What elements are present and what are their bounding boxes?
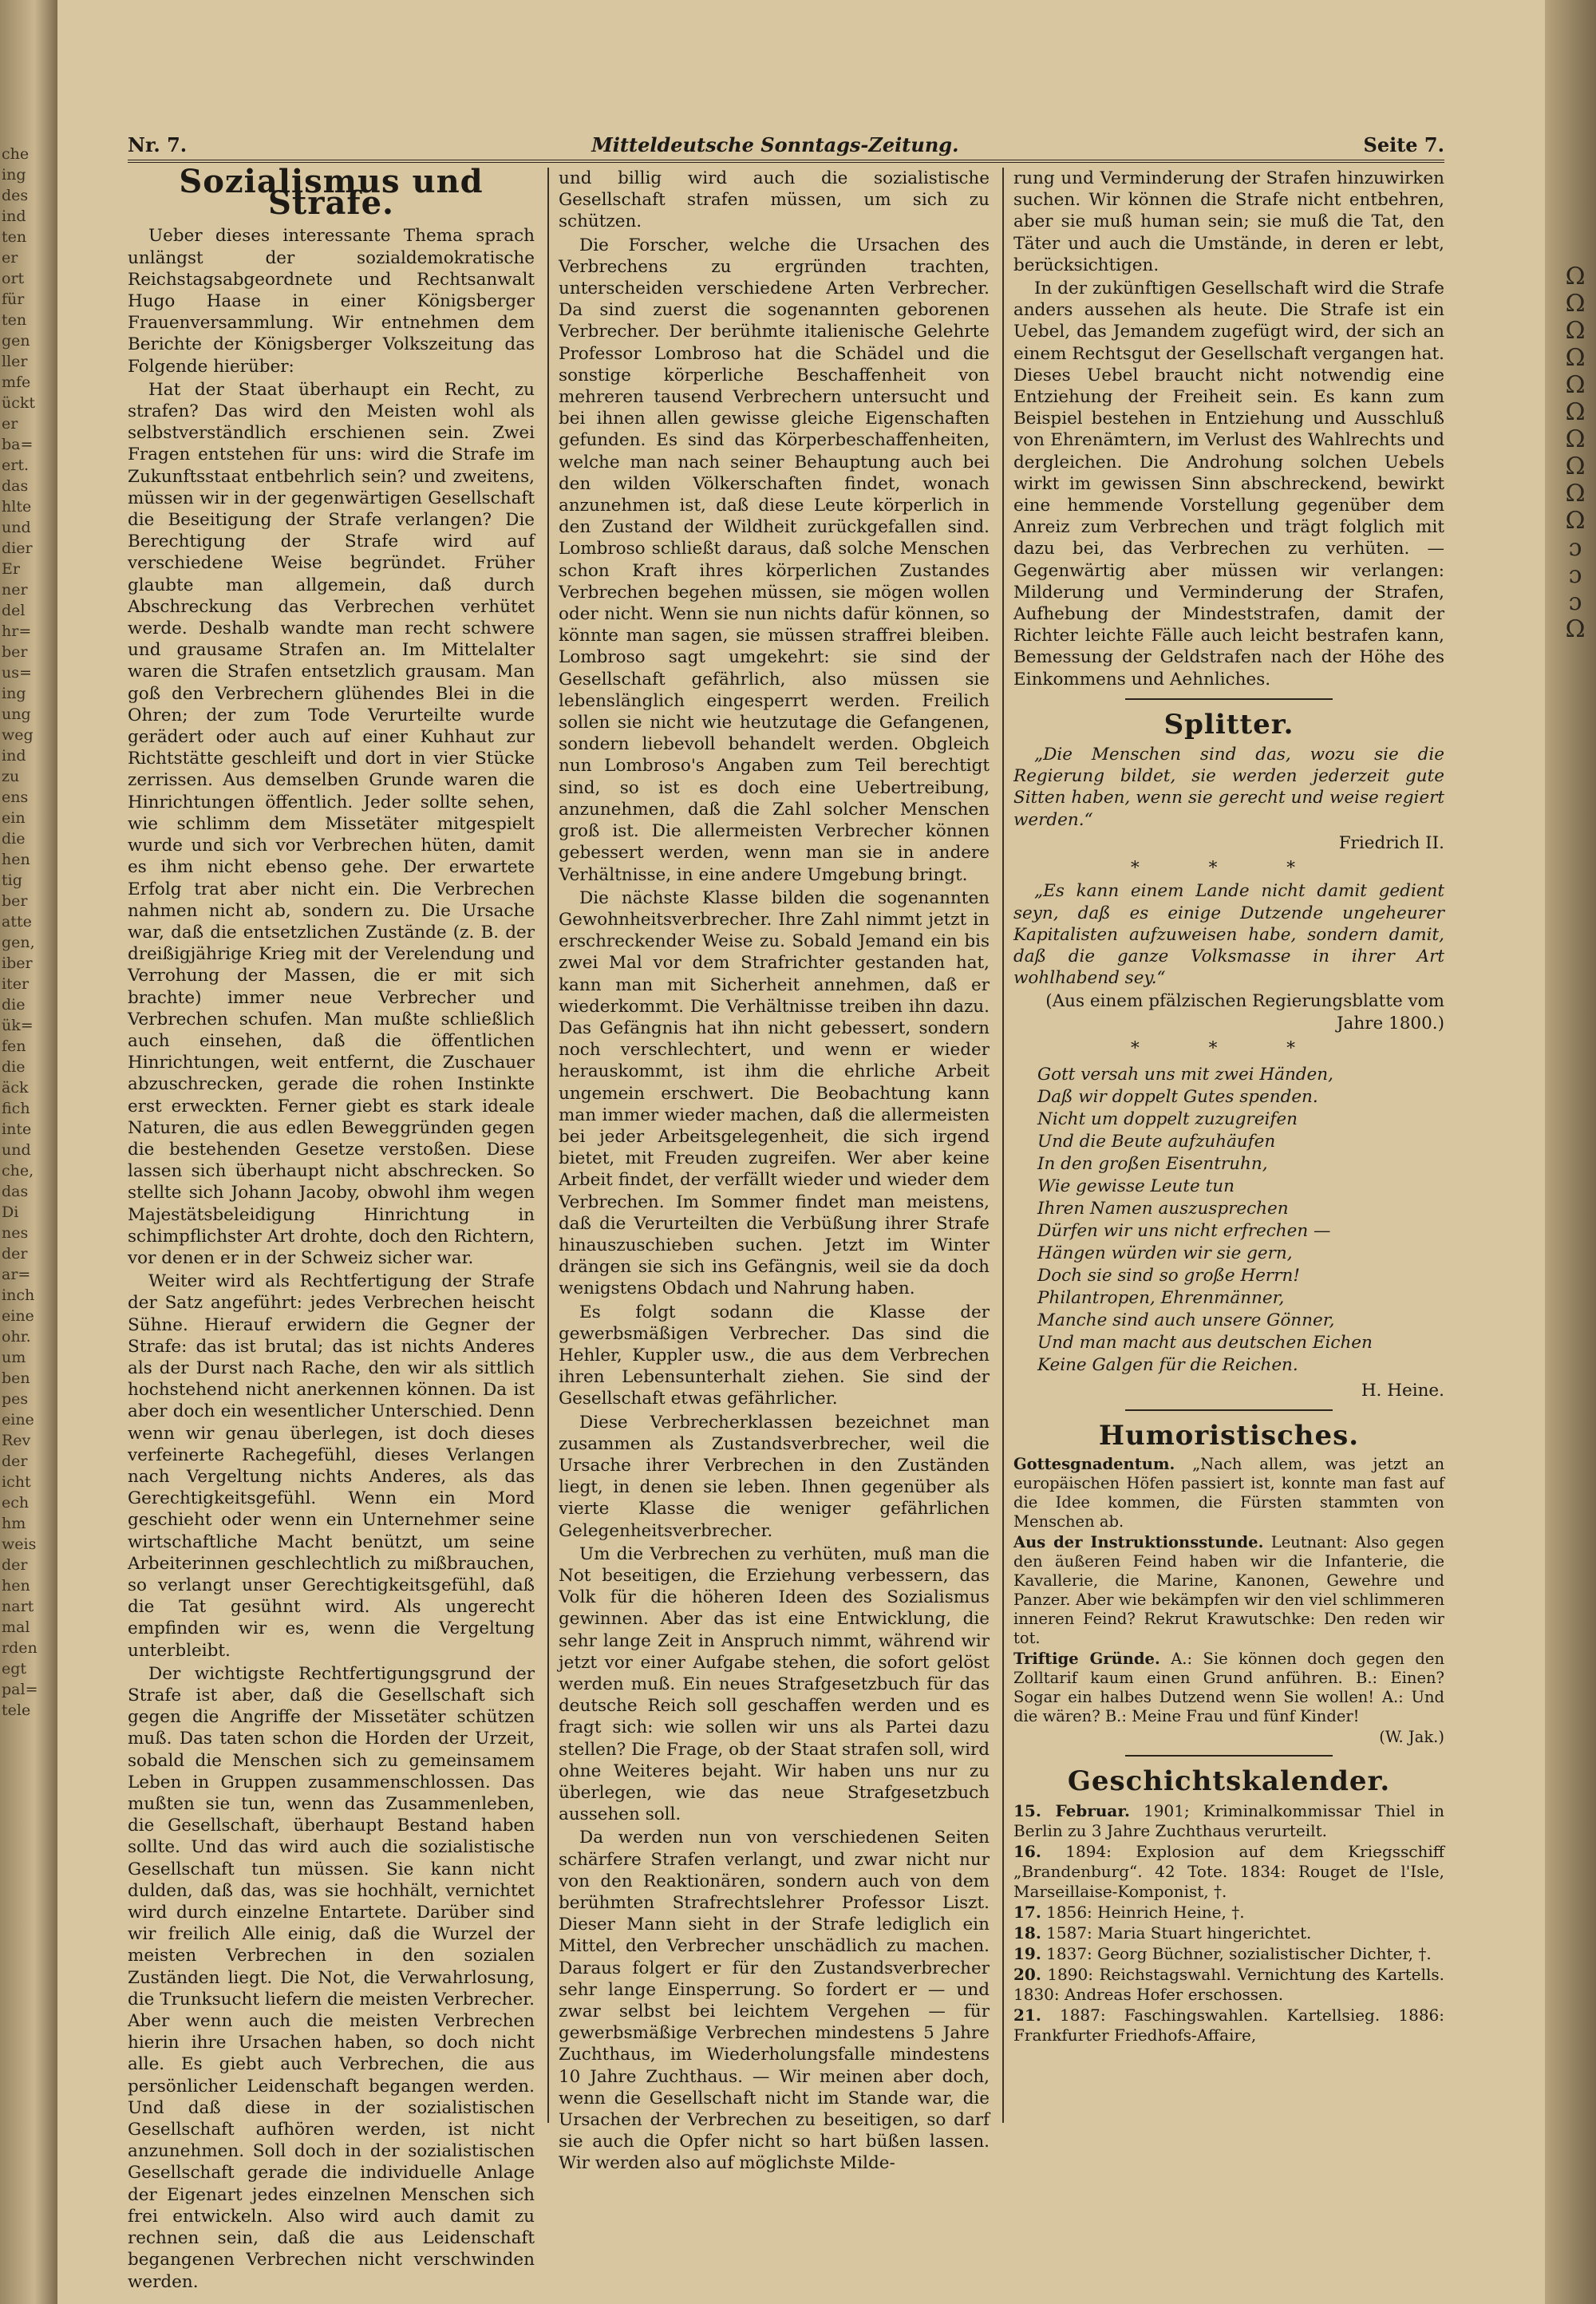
article-paragraph: Diese Verbrecherklassen bezeichnet man zusammen als Zustandsverbrecher, weil die Ursache ihrer Verbrechen in den Zuständen liegt, in denen sie leben. Ihnen gegenüber als vierte Klasse die weniger gefährlichen Gelegenheitsverbrecher. [559, 1412, 990, 1541]
poem [1037, 1064, 1444, 1377]
gutter-fragment: ort [2, 270, 25, 287]
gutter-fragment: das [2, 477, 29, 495]
humor-signature: (W. Jak.) [1379, 1728, 1444, 1747]
kalender-date: 21. [1013, 2005, 1041, 2025]
gutter-fragment: ens [2, 788, 29, 806]
gutter-fragment: ber [2, 643, 28, 661]
column-2 [559, 168, 990, 2174]
gutter-fragment: er [2, 415, 18, 433]
gutter-text [2, 144, 49, 2139]
quote-attribution: (Aus einem pfälzischen Regierungsblatte vom Jahre 1800.) [1045, 991, 1444, 1033]
gutter-fragment: ar= [2, 1266, 31, 1283]
edge-mark: Ω [1565, 453, 1586, 480]
splitter-quote: „Die Menschen sind das, wozu sie die Regierung bildet, sie werden jederzeit gute Sitten haben, wenn sie gerecht und weise regiert werden.“ [1013, 745, 1444, 830]
gutter-fragment: der [2, 1556, 28, 1574]
humor-text: „Nach allem, was jetzt an europäischen Höfen passiert ist, konnte man fast auf die Idee kommen, die Fürsten stammten von Menschen ab. [1013, 1455, 1445, 1531]
gutter-fragment: del [2, 602, 26, 619]
page-edge [1545, 0, 1596, 2304]
article-paragraph: Hat der Staat überhaupt ein Recht, zu strafen? Das wird den Meisten wohl als selbstverständlich erschienen sein. Zwei Fragen entstehen für uns: wird die Strafe im Zukunftsstaat entbehrlich sein? und zweitens, müssen wir in der gegenwärtigen Gesellschaft die Beseitigung der Strafe verlangen? Die Berechtigung der Strafe wird auf verschiedene Weise begründet. Früher glaubte man allgemein, daß durch Abschreckung das Verbrechen verhütet werde. Deshalb wandte man recht schwere und grausame Strafen an. Im Mittelalter waren die Strafen entsetzlich grausam. Man goß den Verbrechern glühendes Blei in die Ohren; der zum Tode Verurteilte wurde gerädert oder auch auf einer Kuhhaut zur Richtstätte geschleift und dort in vier Stücke zerrissen. Aus demselben Grunde waren die Hinrichtungen öffentlich. Jeder sollte sehen, wie schlimm dem Missetäter mitgespielt wurde und sich vor Verbrechen hüten, damit es ihm nicht ebenso gehe. Der erwartete Erfolg trat aber nicht ein. Die Verbrechen nahmen nicht ab, sondern zu. Die Ursache war, daß die entsetzlichen Zustände (z. B. der dreißigjährige Krieg mit der Verelendung und Verrohung der Massen, die er mit sich brachte) immer neue Verbrecher und Verbrechen schufen. Man mußte schließlich auch einsehen, daß die öffentlichen Hinrichtungen, weit entfernt, die Zuschauer abzuschrecken, gerade die rohen Instinkte erst erweckten. Ferner giebt es stark ideale Naturen, die aus edlen Beweggründen gegen die bestehenden Gesetze verstoßen. Diese lassen sich überhaupt nicht abschrecken. So stellte sich Johann Jacoby, obwohl ihm wegen Majestätsbeleidigung Hinrichtung in schimpflichster Art drohte, doch den Richtern, vor denen er in der Schweiz sicher war. [128, 379, 535, 1268]
kalender-date: 15. Februar. [1013, 1800, 1130, 1820]
article-paragraph: und billig wird auch die sozialistische Gesellschaft strafen müssen, um sich zu schützen. [559, 168, 990, 232]
poem-line: Keine Galgen für die Reichen. [1037, 1354, 1298, 1375]
edge-mark: Ω [1565, 317, 1586, 345]
article-paragraph: Da werden nun von verschiedenen Seiten schärfere Strafen verlangt, und zwar nicht nur von den Reaktionären, sondern auch von dem berühmten Strafrechtslehrer Professor Liszt. Dieser Mann sieht in der Strafe lediglich ein Mittel, den Verbrecher unschädlich zu machen. Daraus folgert er für den Zustandsverbrecher sehr lange Einsperrung. So fordert er — und zwar selbst bei leichtem Vergehen — für gewerbsmäßige Verbrechen mindestens 5 Jahre Zuchthaus, im Wiederholungsfalle mindestens 10 Jahre Zuchthaus. — Wir meinen aber doch, wenn die Gesellschaft nicht im Stande war, die Ursachen der Verbrechen zu beseitigen, so darf sie auch die Opfer nicht so hart büßen lassen. Wir werden also auf möglichste Milde- [559, 1828, 990, 2174]
poem-line: Doch sie sind so große Herrn! [1037, 1265, 1300, 1286]
gutter-fragment: mal [2, 1618, 30, 1636]
issue-number: Nr. 7. [128, 133, 188, 156]
gutter-fragment: und [2, 1141, 31, 1159]
article-paragraph: Um die Verbrechen zu verhüten, muß man die Not beseitigen, die Erziehung verbessern, das Volk für die höheren Ideen des Sozialismus gewinnen. Aber das ist eine Entwicklung, die sehr lange Zeit in Anspruch nimmt, während wir jetzt vor einer Aufgabe stehen, die sofort gelöst werden muß. Ein neues Strafgesetzbuch für das deutsche Reich soll geschaffen werden und es fragt sich: wie sollen wir uns als Partei dazu stellen? Die Frage, ob der Staat strafen soll, wird ohne Weiteres bejaht. Wir haben uns nur zu überlegen, wie das neue Strafgesetzbuch aussehen soll. [559, 1543, 990, 1825]
kalender-list [1013, 1801, 1444, 2045]
edge-mark: Ω [1565, 263, 1586, 290]
gutter-fragment: ind [2, 747, 26, 765]
gutter-fragment: ing [2, 166, 26, 184]
poem-author: H. Heine. [1361, 1380, 1444, 1401]
kalender-date: 17. [1013, 1902, 1041, 1922]
gutter-fragment: rden [2, 1639, 38, 1657]
kalender-text: 1901; Kriminalkommissar Thiel in Berlin zu 3 Jahre Zuchthaus verurteilt. [1013, 1800, 1445, 1840]
poem-line: Und man macht aus deutschen Eichen [1037, 1332, 1373, 1353]
gutter-fragment: tele [2, 1701, 31, 1719]
column-3 [1013, 168, 1444, 2123]
edge-mark: Ω [1565, 371, 1586, 399]
column-rule [547, 168, 549, 2123]
gutter-fragment: ten [2, 228, 27, 246]
poem-line: In den großen Eisentruhn, [1037, 1153, 1268, 1174]
poem-line: Dürfen wir uns nicht erfrechen — [1037, 1220, 1331, 1241]
humor-label: Aus der Instruktionsstunde. [1013, 1533, 1264, 1552]
gutter-fragment: ner [2, 581, 28, 599]
kalender-entry [1013, 1842, 1444, 1902]
gutter-fragment: dier [2, 539, 33, 557]
gutter-fragment: ben [2, 1369, 30, 1387]
kalender-entry [1013, 1801, 1444, 1841]
gutter-fragment: fen [2, 1037, 26, 1055]
gutter-fragment: weis [2, 1535, 37, 1553]
poem-line: Wie gewisse Leute tun [1037, 1176, 1235, 1196]
kalender-text: 1856: Heinrich Heine, †. [1046, 1902, 1245, 1922]
gutter-fragment: ller [2, 353, 28, 370]
gutter-fragment: hm [2, 1515, 26, 1532]
gutter-fragment: eine [2, 1307, 34, 1325]
gutter-fragment: hr= [2, 622, 32, 640]
edge-mark: ɔ [1568, 588, 1582, 616]
gutter-fragment: Rev [2, 1432, 31, 1449]
gutter-fragment: hen [2, 1577, 30, 1595]
edge-mark: Ω [1565, 344, 1586, 372]
gutter-fragment: die [2, 1058, 26, 1076]
kalender-date: 16. [1013, 1841, 1041, 1861]
gutter-fragment: Di [2, 1203, 19, 1221]
gutter-fragment: des [2, 187, 29, 204]
gutter-fragment: er [2, 249, 18, 267]
kalender-date: 18. [1013, 1923, 1041, 1942]
gutter-fragment: ing [2, 685, 26, 702]
splitter-quote: „Es kann einem Lande nicht damit gedient seyn, daß es einige Dutzende ungeheurer Kapitalisten aufzuweisen habe, sondern damit, daß die ganze Volksmasse in ihrer Art wohlhabend sey.“ [1013, 881, 1444, 989]
gutter-fragment: der [2, 1452, 28, 1470]
poem-line: Manche sind auch unsere Gönner, [1037, 1310, 1335, 1330]
gutter-fragment: inch [2, 1286, 35, 1304]
gutter-fragment: hen [2, 851, 30, 868]
gutter-fragment: das [2, 1183, 29, 1200]
humor-label: Gottesgnadentum. [1013, 1455, 1175, 1474]
article-paragraph: Die nächste Klasse bilden die sogenannten Gewohnheitsverbrecher. Ihre Zahl nimmt jetzt in erschreckender Weise zu. Sobald Jemand ein bis zwei Mal vor dem Strafrichter gestanden hat, kann man mit Sicherheit annehmen, daß er wiederkommt. Die Verhältnisse treiben ihn dazu. Das Gefängnis hat ihn nicht gebessert, sondern noch verschlechtert, und wenn er wieder herauskommt, ist ihm die ehrliche Arbeit ungemein erschwert. Die Beobachtung kann man immer wieder machen, daß die allermeisten bei jeder Arbeitsgelegenheit, die sich irgend bietet, mit Freuden zugreifen. Wer aber keine Arbeit findet, der verfällt wieder und wieder dem Verbrechen. Im Sommer findet man meistens, daß die Verurteilten die Verbüßung ihrer Strafe hinauszuschieben suchen. Jetzt im Winter drängen sie sich ins Gefängnis, weil sie da doch wenigstens Obdach und Nahrung haben. [559, 887, 990, 1299]
kalender-entry [1013, 1903, 1444, 1923]
edge-mark: Ω [1565, 290, 1586, 318]
gutter-fragment: Er [2, 560, 20, 578]
kalender-entry [1013, 1923, 1444, 1943]
gutter-fragment: ert. [2, 456, 30, 474]
humor-label: Triftige Gründe. [1013, 1650, 1160, 1669]
edge-mark: Ω [1565, 507, 1586, 535]
edge-mark: Ω [1565, 615, 1586, 643]
gutter-fragment: um [2, 1349, 26, 1366]
gutter-fragment: der [2, 1245, 28, 1263]
edge-mark: ɔ [1568, 534, 1582, 562]
edge-marks [1559, 263, 1591, 643]
article-title: Sozialismus und Strafe. [179, 163, 484, 223]
humor-item [1013, 1533, 1444, 1648]
star-separator: * * * [1131, 1037, 1327, 1058]
gutter-fragment: die [2, 830, 26, 848]
edge-mark: ɔ [1568, 561, 1582, 589]
gutter-fragment: mfe [2, 373, 31, 391]
article-paragraph: Der wichtigste Rechtfertigungsgrund der Strafe ist aber, daß die Gesellschaft sich gegen die Angriffe der Missetäter schützen muß. Das taten schon die Horden der Urzeit, sobald die Menschen sich zu gemeinsamem Leben in Gruppen zusammenschlossen. Das mußten sie tun, wenn das Zusammenleben, die Gesellschaft, überhaupt Bestand haben sollte. Und das wird auch die sozialistische Gesellschaft tun müssen. Sie kann nicht dulden, daß das, was sie hochhält, vernichtet wird durch einzelne Entartete. Darüber sind wir freilich Alle einig, daß die Wurzel der meisten Verbrechen in den sozialen Zuständen liegt. Die Not, die Verwahrlosung, die Trunksucht liefern die meisten Verbrecher. Aber wenn auch die meisten Verbrechen hierin ihre Ursachen haben, so doch nicht alle. Es giebt auch Verbrechen, die aus persönlicher Leidenschaft begangen werden. Und daß diese in der sozialistischen Gesellschaft aufhören werden, ist nicht anzunehmen. Soll doch in der sozialistischen Gesellschaft gerade die individuelle Anlage der Eigenart jedes einzelnen Menschen sich frei entwickeln. Also wird auch damit zu rechnen sein, daß die aus Leidenschaft begangenen Verbrechen nicht verschwinden werden. [128, 1663, 535, 2292]
gutter-fragment: für [2, 290, 25, 308]
article-paragraph: Die Forscher, welche die Ursachen des Verbrechens zu ergründen trachten, unterscheiden verschiedene Arten Verbrecher. Da sind zuerst die sogenannten geborenen Verbrecher. Der berühmte italienische Gelehrte Professor Lombroso hat die Schädel und die sonstige körperliche Beschaffenheit von mehreren tausend Verbrechern untersucht und bei ihnen allen gewisse gleiche Eigenschaften gefunden. Es sind das Körperbeschaffenheiten, welche man nach seiner Behauptung auch bei den wilden Völkerschaften findet, wonach anzunehmen ist, daß diese Leute körperlich in den Zustand der Wildheit zurückgefallen sind. Lombroso schließt daraus, daß solche Menschen schon Kraft ihres körperlichen Zustandes Verbrechen begehen müssen, sie mögen wollen oder nicht. Wenn sie nun nichts dafür können, so könnte man sagen, sie müssen straffrei bleiben. Lombroso sagt umgekehrt: sie sind der Gesellschaft gefährlich, also müssen sie lebenslänglich eingesperrt werden. Freilich sollen sie nicht wie heutzutage die Gefangenen, sondern liebevoll behandelt werden. Obgleich nun Lombroso's Angaben zum Teil berechtigt sind, so ist es doch eine Uebertreibung, anzunehmen, daß die Zahl solcher Menschen groß ist. Die allermeisten Verbrecher können gebessert werden, wenn man sie in andere Verhältnisse, in eine andere Umgebung bringt. [559, 235, 990, 885]
gutter-fragment: ber [2, 892, 28, 910]
gutter-fragment: ückt [2, 394, 36, 412]
gutter-fragment: und [2, 519, 31, 536]
kalender-date: 19. [1013, 1943, 1041, 1963]
column-rule [1002, 168, 1004, 2123]
gutter-fragment: inte [2, 1120, 32, 1138]
edge-mark: Ω [1565, 398, 1586, 426]
kalender-entry [1013, 2006, 1444, 2045]
gutter-fragment: äck [2, 1079, 29, 1097]
poem-line: Hängen würden wir sie gern, [1037, 1243, 1293, 1263]
poem-line: Ihren Namen auszusprechen [1037, 1198, 1289, 1219]
newspaper-title: Mitteldeutsche Sonntags-Zeitung. [591, 133, 959, 156]
humor-item [1013, 1650, 1444, 1726]
gutter-fragment: tig [2, 871, 22, 889]
kalender-text: 1837: Georg Büchner, sozialistischer Dichter, †. [1046, 1943, 1432, 1963]
gutter-fragment: ba= [2, 436, 34, 453]
kalender-date: 20. [1013, 1964, 1041, 1984]
star-separator: * * * [1131, 858, 1327, 879]
gutter-fragment: gen [2, 332, 30, 350]
gutter-fragment: nes [2, 1224, 29, 1242]
edge-mark: Ω [1565, 480, 1586, 508]
gutter-fragment: ech [2, 1494, 30, 1512]
gutter-fragment: ük= [2, 1017, 34, 1034]
kalender-entry [1013, 1944, 1444, 1964]
kalender-text: 1887: Faschingswahlen. Kartellsieg. 1886: Frankfurter Friedhofs-Affaire, [1013, 2005, 1445, 2045]
humor-text: A.: Sie können doch gegen den Zolltarif kaum einen Grund anführen. B.: Einen? Sogar ein halbes Dutzend wenn Sie wollen! A.: Und die wären? B.: Meine Frau und fünf Kinder! [1013, 1650, 1445, 1726]
gutter-fragment: eine [2, 1411, 34, 1429]
gutter-fragment: us= [2, 664, 32, 682]
poem-line: Gott versah uns mit zwei Händen, [1037, 1064, 1333, 1085]
gutter-fragment: ten [2, 311, 27, 329]
poem-line: Daß wir doppelt Gutes spenden. [1037, 1086, 1318, 1107]
poem-line: Philantropen, Ehrenmänner, [1037, 1287, 1285, 1308]
gutter-fragment: gen, [2, 934, 35, 951]
quote-attribution: Friedrich II. [1338, 832, 1444, 853]
humor-item [1013, 1455, 1444, 1531]
gutter-fragment: iter [2, 975, 30, 993]
article-paragraph: In der zukünftigen Gesellschaft wird die Strafe anders aussehen als heute. Die Strafe ist ein Uebel, das Jemandem zugefügt wird, der sich an einem Rechtsgut der Gesellschaft vergangen hat. Dieses Uebel braucht nicht notwendig eine Entziehung der Freiheit sein. Es kann zum Beispiel bestehen in Entziehung und Ausschluß von Ehrenämtern, im Verlust des Wahlrechts und dergleichen. Die Androhung solchen Uebels wirkt im gewissen Sinn abschreckend, bewirkt eine hemmende Vorstellung gegenüber dem Anreiz zum Verbrechen und trägt folglich mit dazu bei, das Verbrechen zu verhüten. — Gegenwärtig aber müssen wir verlangen: Milderung und Verminderung der Strafen, Aufhebung der Mindeststrafen, damit der Richter leichte Fälle auch leicht bestrafen kann, Bemessung der Geldstrafen nach der Höhe des Einkommens und Aehnliches. [1013, 279, 1445, 690]
kalender-text: 1587: Maria Stuart hingerichtet. [1046, 1923, 1312, 1942]
gutter-fragment: ind [2, 207, 26, 225]
gutter-fragment: iber [2, 954, 33, 972]
poem-line: Nicht um doppelt zuzugreifen [1037, 1109, 1298, 1129]
gutter-fragment: nart [2, 1598, 34, 1615]
kalender-text: 1890: Reichstagswahl. Vernichtung des Kartells. 1830: Andreas Hofer erschossen. [1013, 1964, 1444, 2004]
page-header [128, 120, 1444, 163]
gutter-fragment: weg [2, 726, 34, 744]
gutter-fragment: pal= [2, 1681, 38, 1698]
kalender-entry [1013, 1965, 1444, 2005]
gutter-fragment: che [2, 145, 30, 163]
kalender-text: 1894: Explosion auf dem Kriegsschiff „Brandenburg“. 42 Tote. 1834: Rouget de l'Isle, Marseillaise-Komponist, †. [1013, 1841, 1444, 1901]
gutter-fragment: die [2, 996, 26, 1014]
gutter-fragment: icht [2, 1473, 31, 1491]
gutter-fragment: fich [2, 1100, 30, 1117]
binding-gutter [0, 0, 57, 2304]
gutter-fragment: egt [2, 1660, 27, 1678]
article-paragraph: rung und Verminderung der Strafen hinzuwirken suchen. Wir können die Strafe nicht entbehren, aber sie muß human sein; sie muß die Tat, den Täter und auch die Umstände, in deren er lebt, berücksichtigen. [1013, 168, 1444, 275]
humor-title: Humoristisches. [1098, 1420, 1360, 1452]
gutter-fragment: zu [2, 768, 20, 785]
section-divider [1125, 698, 1333, 700]
gutter-fragment: hlte [2, 498, 32, 516]
poem-line: Und die Beute aufzuhäufen [1037, 1131, 1276, 1152]
gutter-fragment: che, [2, 1162, 34, 1180]
article-paragraph: Ueber dieses interessante Thema sprach unlängst der sozialdemokratische Reichstagsabgeordnete und Rechtsanwalt Hugo Haase in einer Königsberger Frauenversammlung. Wir entnehmen dem Berichte der Königsberger Volkszeitung das Folgende hierüber: [128, 226, 535, 377]
gutter-fragment: atte [2, 913, 32, 931]
section-divider [1125, 1409, 1333, 1411]
gutter-fragment: ein [2, 809, 26, 827]
gutter-fragment: pes [2, 1390, 29, 1408]
gutter-fragment: ohr. [2, 1328, 31, 1346]
column-1 [128, 163, 535, 2292]
article-paragraph: Es folgt sodann die Klasse der gewerbsmäßigen Verbrecher. Das sind die Hehler, Kuppler usw., die aus dem Verbrechen ihren Lebensunterhalt ziehen. Sie sind der Gesellschaft etwas gefährlicher. [559, 1302, 990, 1409]
humor-text: Leutnant: Also gegen den äußeren Feind haben wir die Infanterie, die Kavallerie, die Marine, Kanonen, Gewehre und Panzer. Aber wie bekämpfen wir den viel schlimmeren inneren Feind? Rekrut Krawutschke: Den reden wir tot. [1013, 1533, 1444, 1648]
edge-mark: Ω [1565, 425, 1586, 453]
section-divider [1125, 1755, 1333, 1757]
page-number: Seite 7. [1363, 133, 1444, 156]
kalender-title: Geschichtskalender. [1067, 1765, 1391, 1798]
gutter-fragment: ung [2, 705, 31, 723]
splitter-title: Splitter. [1163, 708, 1294, 741]
article-paragraph: Weiter wird als Rechtfertigung der Strafe der Satz angeführt: jedes Verbrechen heischt Sühne. Hierauf erwidern die Gegner der Strafe: das ist brutal; das ist nichts Anderes als der Durst nach Rache, den wir als sittlich hochstehend nicht anerkennen können. Da ist aber doch ein wesentlicher Unterschied. Denn wenn wir genau überlegen, ist doch dieses verfeinerte Rachegefühl, dieses Verlangen nach Vergeltung nichts Anderes, als das Gerechtigkeitsgefühl. Wenn ein Mord geschieht oder wenn ein Unternehmer seine wirtschaftliche Macht benützt, um seine Arbeiterinnen geschlechtlich zu mißbrauchen, so verlangt unser Gerechtigkeitsgefühl, daß die Tat gesühnt wird. Als ungerecht empfinden wir es, wenn die Vergeltung unterbleibt. [128, 1271, 535, 1661]
